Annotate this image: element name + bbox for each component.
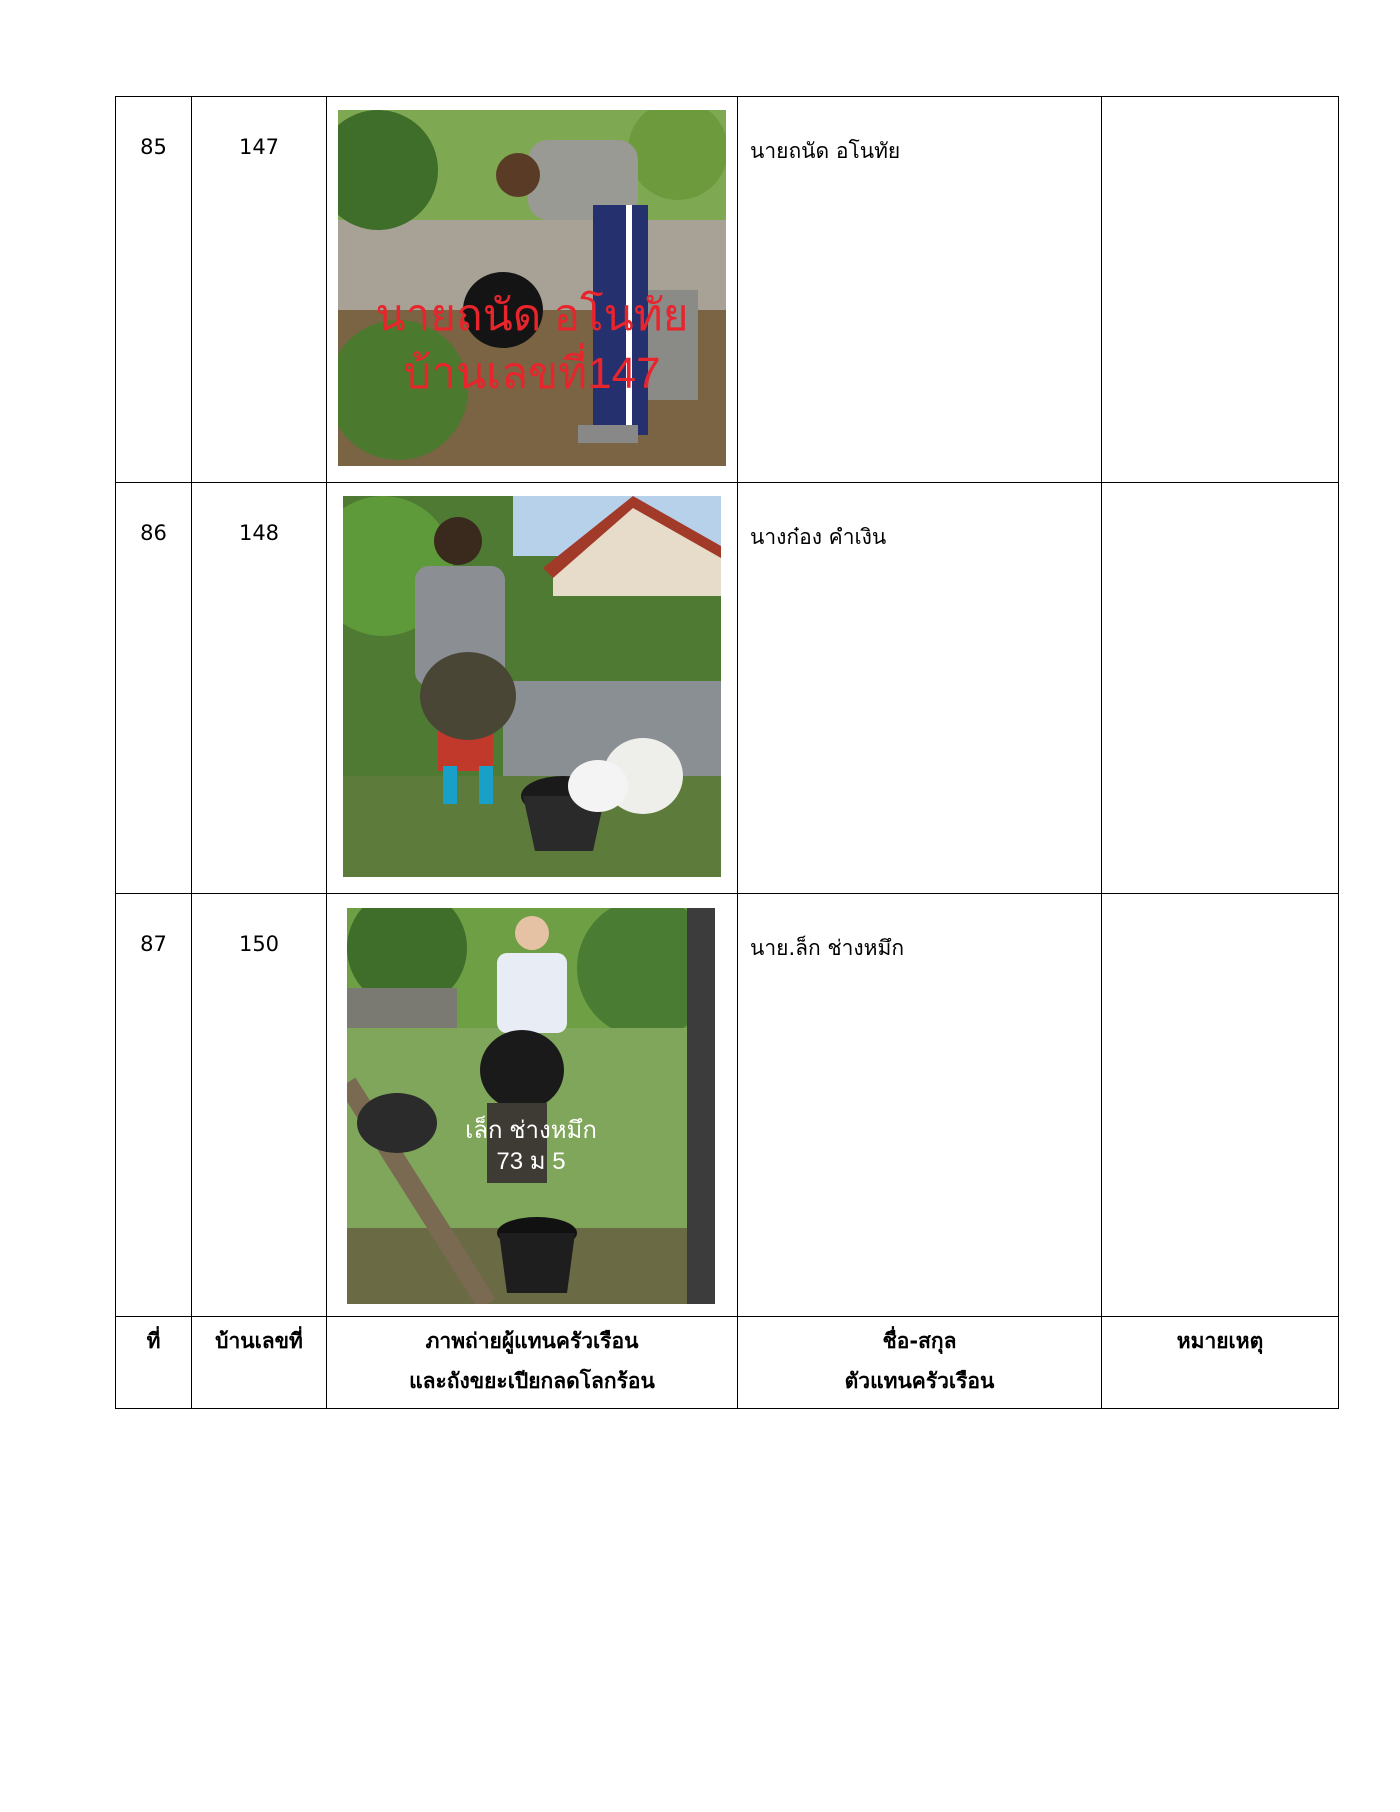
photo-cell (327, 894, 738, 1317)
household-photo (343, 496, 721, 877)
col-header-photo-line1: ภาพถ่ายผู้แทนครัวเรือน (425, 1329, 639, 1353)
photo-cell (327, 483, 738, 894)
col-header-name-line1: ชื่อ-สกุล (882, 1329, 957, 1353)
household-photo (347, 908, 715, 1304)
household-table (115, 96, 1339, 1409)
row-number: 86 (116, 483, 192, 894)
column-header-row (116, 1317, 1339, 1409)
col-header-photo-line2: และถังขยะเปียกลดโลกร้อน (409, 1369, 655, 1393)
note-cell (1102, 894, 1339, 1317)
col-header-photo (327, 1317, 738, 1409)
house-number: 148 (192, 483, 327, 894)
house-number: 150 (192, 894, 327, 1317)
house-number: 147 (192, 97, 327, 483)
table-row (116, 97, 1339, 483)
col-header-no: ที่ (116, 1317, 192, 1409)
photo-cell (327, 97, 738, 483)
col-header-note: หมายเหตุ (1102, 1317, 1339, 1409)
photo-caption-line2: บ้านเลขที่147 (403, 349, 661, 398)
row-number: 85 (116, 97, 192, 483)
row-number: 87 (116, 894, 192, 1317)
household-photo-icon (347, 908, 715, 1304)
photo-caption-line1: เล็ก ช่างหมึก (465, 1117, 597, 1144)
note-cell (1102, 483, 1339, 894)
household-photo-icon (343, 496, 721, 877)
photo-caption-line1: นายถนัด อโนทัย (375, 291, 689, 340)
representative-name: นางก๋อง คำเงิน (738, 483, 1102, 894)
photo-caption-line2: 73 ม 5 (496, 1148, 566, 1175)
note-cell (1102, 97, 1339, 483)
table-row (116, 483, 1339, 894)
col-header-house-no: บ้านเลขที่ (192, 1317, 327, 1409)
table-row (116, 894, 1339, 1317)
representative-name: นายถนัด อโนทัย (738, 97, 1102, 483)
col-header-name-line2: ตัวแทนครัวเรือน (844, 1369, 995, 1393)
col-header-name (738, 1317, 1102, 1409)
representative-name: นาย.ล็ก ช่างหมึก (738, 894, 1102, 1317)
household-photo (338, 110, 726, 466)
